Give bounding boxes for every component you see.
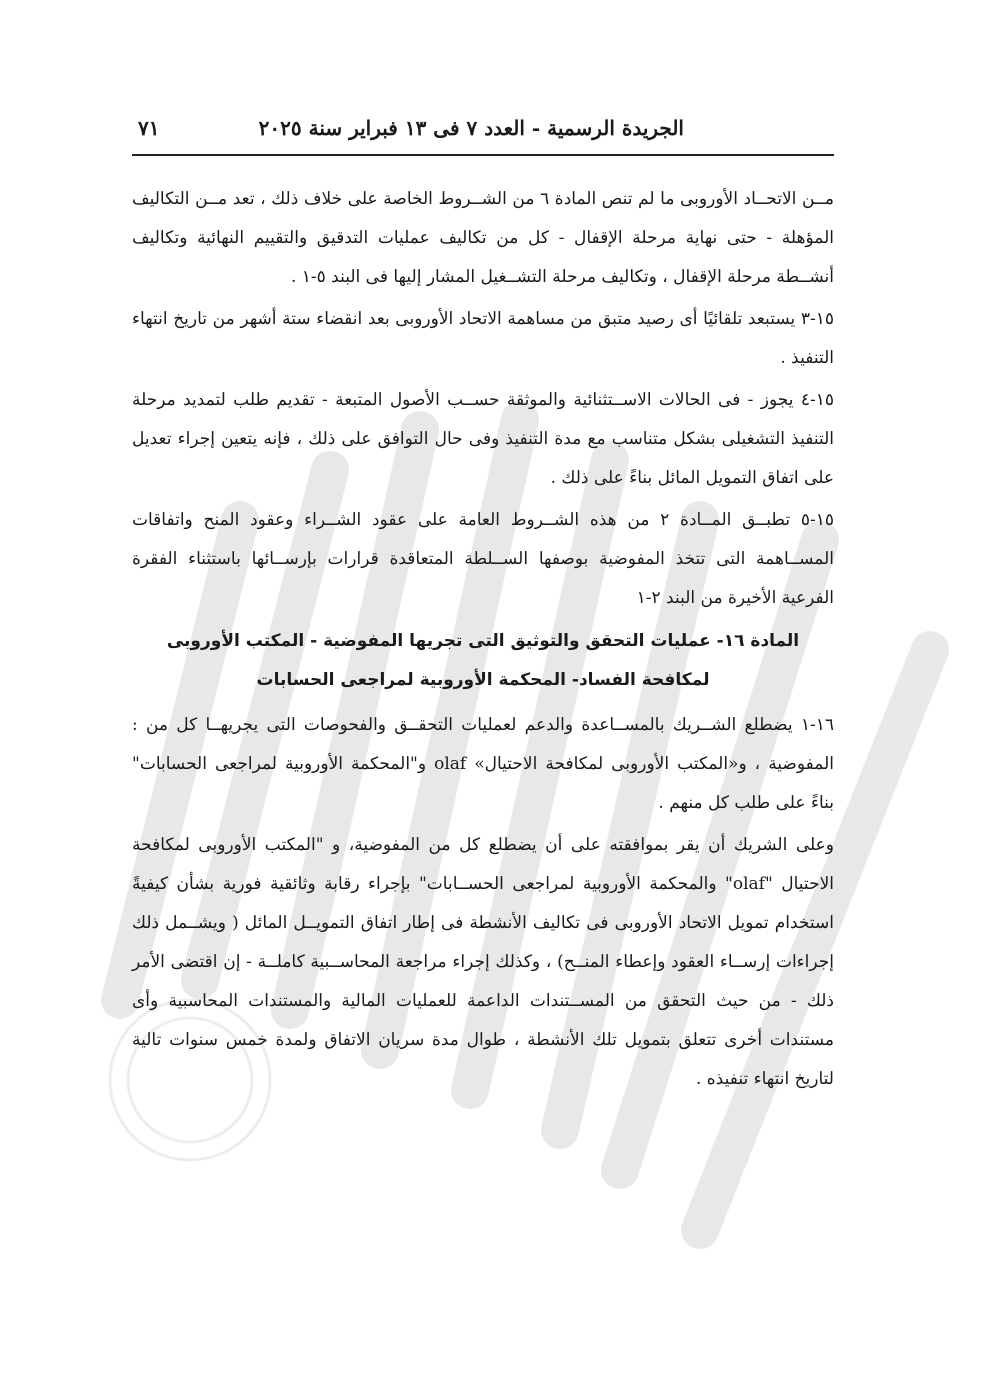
article-heading-line-1: المادة ١٦- عمليات التحقق والتوثيق التى تجريها المفوضية - المكتب الأوروبى	[166, 631, 800, 651]
paragraph-15-2-continuation: مــن الاتحــاد الأوروبى ما لم تنص المادة ٦ من الشــروط الخاصة على خلاف ذلك ، تعد مــن التكاليف المؤهلة - حتى نهاية مرحلة الإقفال - كل من تكاليف عمليات التدقيق والتقييم النهائية وتكاليف أنشــطة مرحلة الإقفال ، وتكاليف مرحلة التشــغيل المشار إليها فى البند ٥-١ .	[132, 189, 834, 287]
paragraph-15-5: ١٥-٥ تطبــق المــادة ٢ من هذه الشــروط العامة على عقود الشــراء وعقود المنح واتفاقات المســاهمة التى تتخذ المفوضية بوصفها الســلطة المتعاقدة قرارات بإرســائها باستثناء الفقرة الفرعية الأخيرة من البند ٢-١	[132, 510, 834, 608]
page-number: ٧١	[138, 116, 160, 140]
article-heading-line-2: لمكافحة الفساد- المحكمة الأوروبية لمراجعى الحسابات	[256, 670, 710, 690]
paragraph-15-4: ١٥-٤ يجوز - فى الحالات الاســتثنائية والموثقة حســب الأصول المتبعة - تقديم طلب لتمديد مرحلة التنفيذ التشغيلى بشكل متناسب مع مدة التنفيذ وفى حال التوافق على ذلك ، فإنه يتعين إجراء تعديل على اتفاق التمويل المائل بناءً على ذلك .	[132, 390, 834, 488]
header-divider	[132, 154, 834, 156]
gazette-title: الجريدة الرسمية - العدد ٧ فى ١٣ فبراير سنة ٢٠٢٥	[258, 116, 684, 140]
document-body	[132, 180, 834, 1099]
paragraph-16-1-continued: وعلى الشريك أن يقر بموافقته على أن يضطلع كل من المفوضية، و "المكتب الأوروبى لمكافحة الاحتيال "olaf" والمحكمة الأوروبية لمراجعى الحســابات" بإجراء رقابة وثائقية فورية بشأن كيفيةً استخدام تمويل الاتحاد الأوروبى فى تكاليف الأنشطة فى إطار اتفاق التمويــل المائل ( ويشــمل ذلك إجراءات إرســاء العقود وإعطاء المنــح) ، وكذلك إجراء مراجعة المحاســبية كاملــة - إن اقتضى الأمر ذلك - من حيث التحقق من المســتندات الداعمة للعمليات المالية والمستندات المحاسبية وأى مستندات أخرى تتعلق بتمويل تلك الأنشطة ، طوال مدة سريان الاتفاق ولمدة خمس سنوات تالية لتاريخ انتهاء تنفيذه .	[132, 835, 834, 1089]
paragraph-15-3: ١٥-٣ يستبعد تلقائيًا أى رصيد متبق من مساهمة الاتحاد الأوروبى بعد انقضاء ستة أشهر من تاريخ انتهاء التنفيذ .	[132, 309, 834, 368]
article-16-heading	[132, 622, 834, 700]
paragraph-16-1: ١٦-١ يضطلع الشــريك بالمســاعدة والدعم لعمليات التحقــق والفحوصات التى يجريهــا كل من : المفوضية ، و«المكتب الأوروبى لمكافحة الاحتيال» olaf و"المحكمة الأوروبية لمراجعى الحسابات" بناءً على طلب كل منهم .	[132, 715, 834, 813]
page-header	[138, 110, 834, 150]
